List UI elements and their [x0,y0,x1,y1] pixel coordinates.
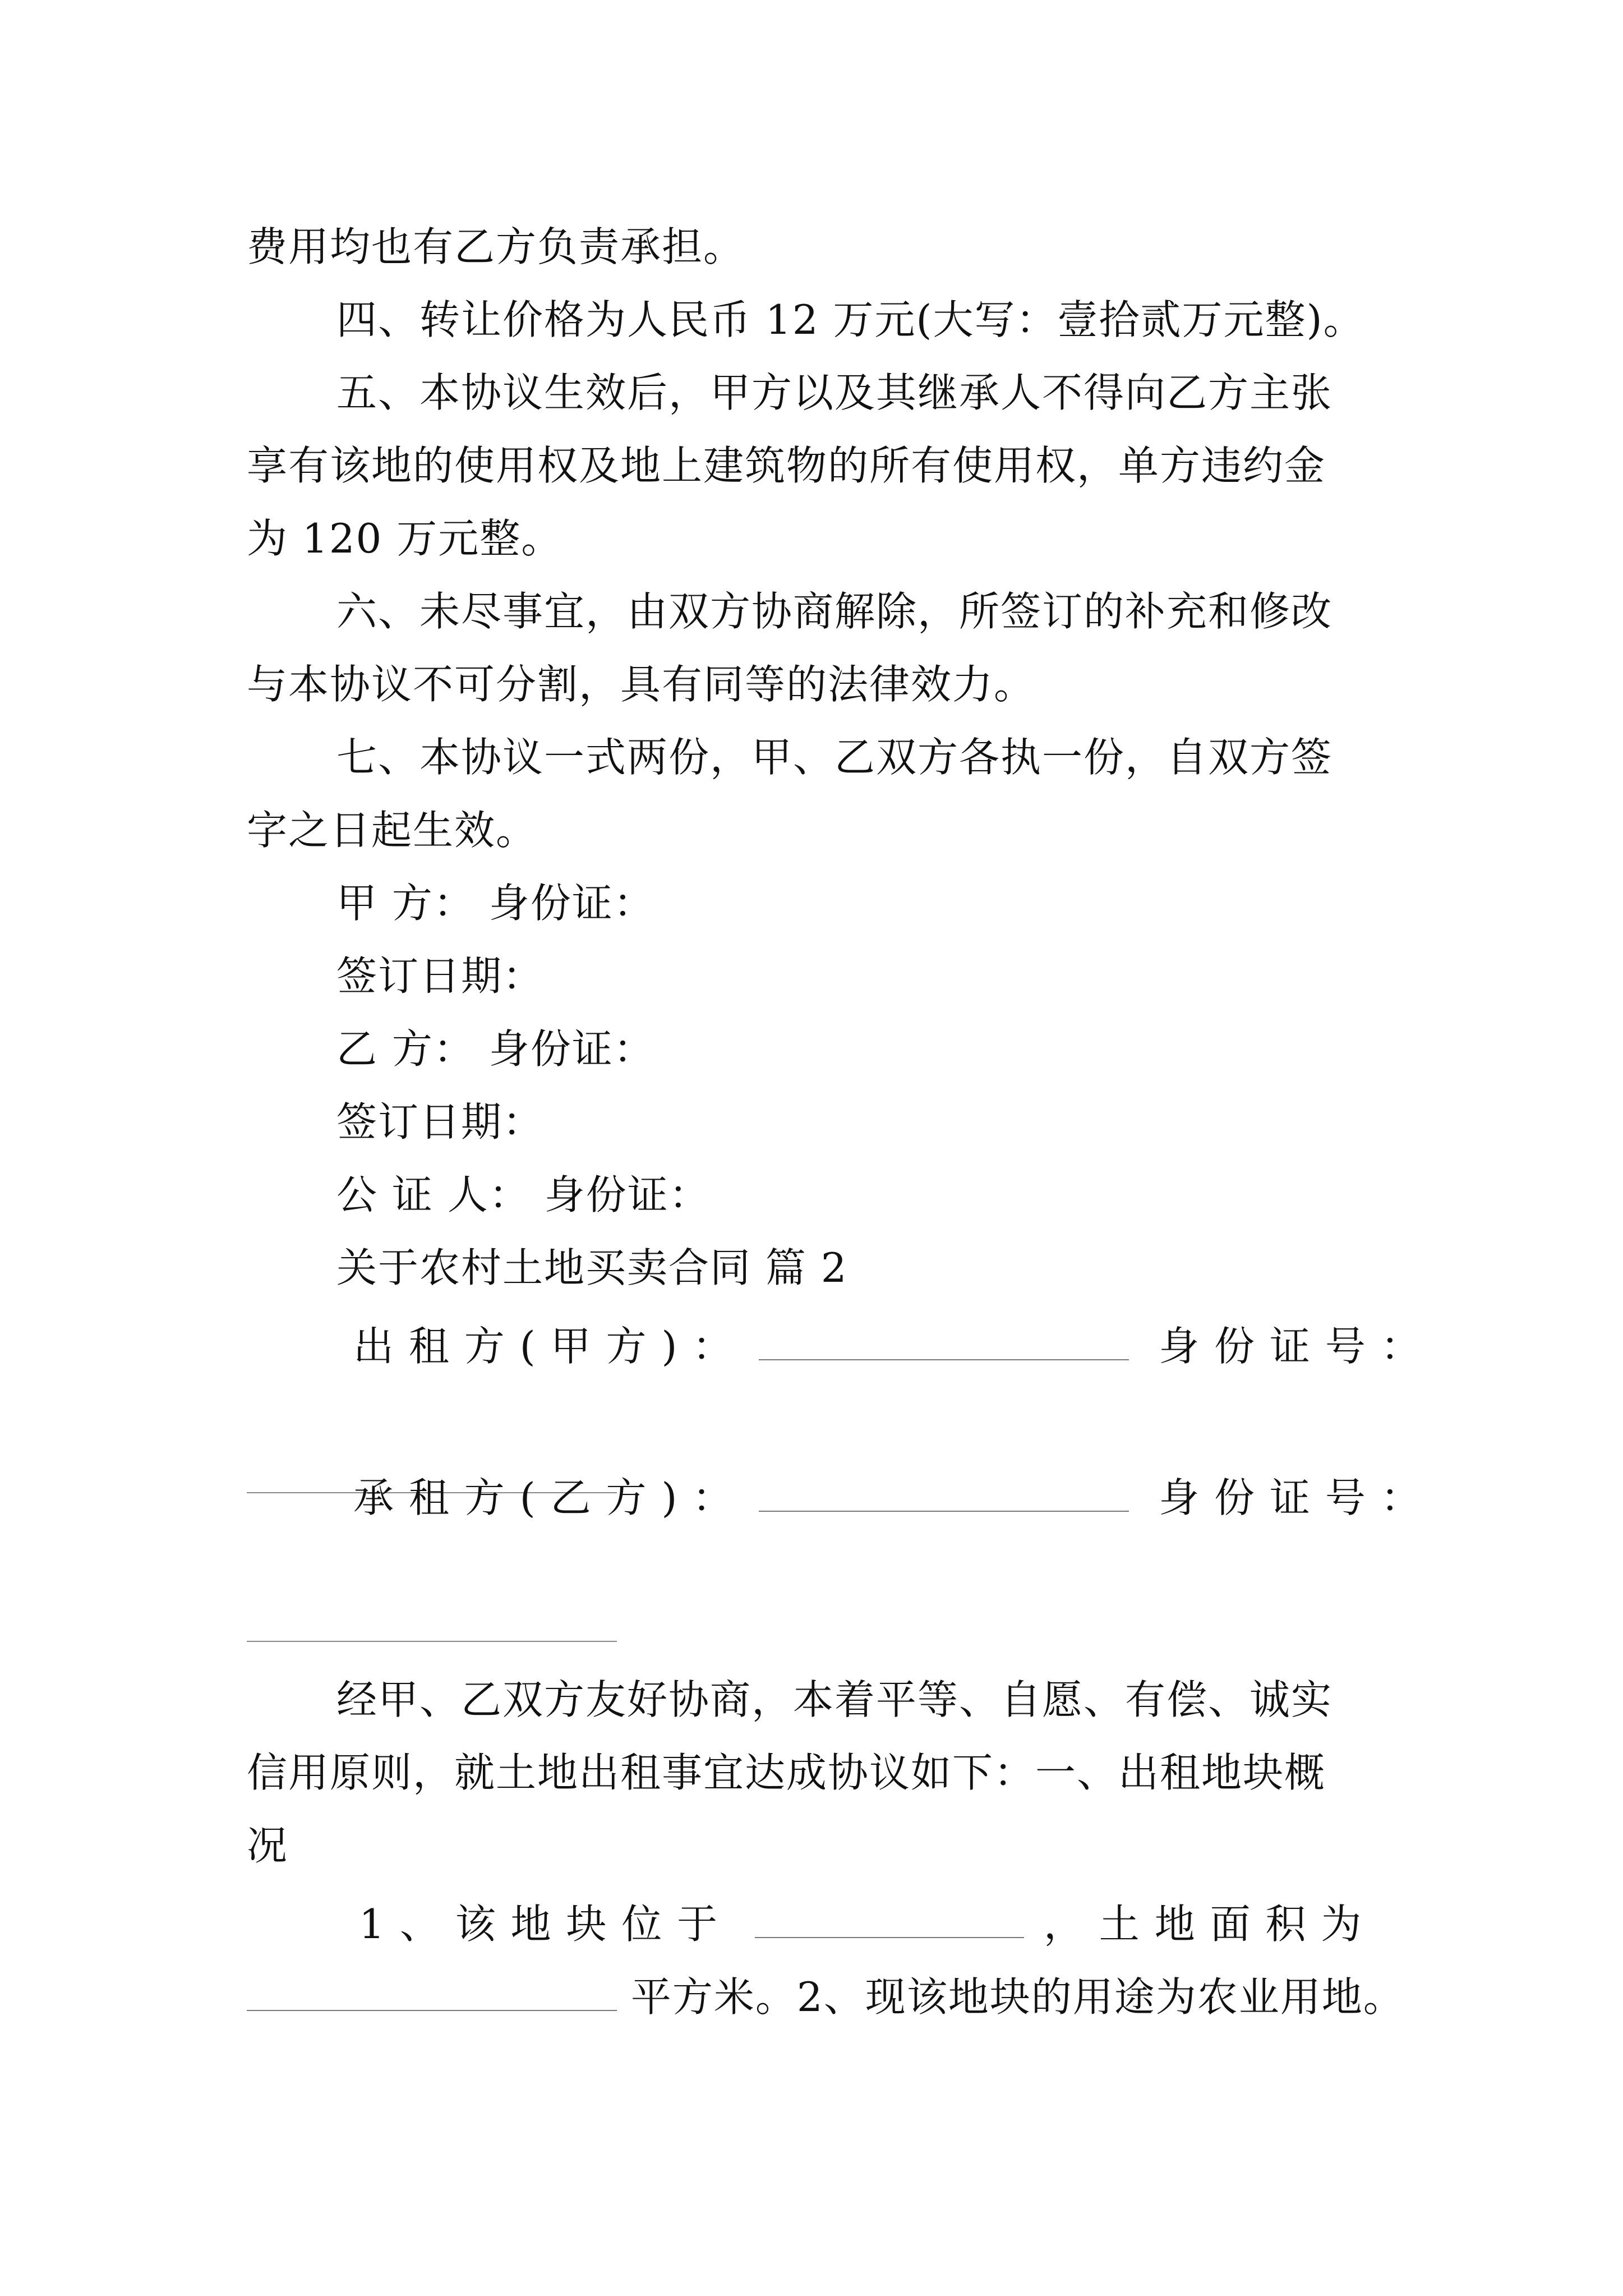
party-b-signature-line: 乙 方： 身份证： [336,1025,655,1073]
clause-five: 五、本协议生效后，甲方以及其继承人不得向乙方主张 [336,369,1333,416]
paragraph-line: 与本协议不可分割，具有同等的法律效力。 [247,661,1036,708]
lessor-label: 出 租 方 ( 甲 方 ) ： [353,1323,734,1370]
plot-location-blank[interactable] [755,1903,1024,1938]
section-heading: 关于农村土地买卖合同 篇 2 [336,1244,848,1291]
item-one-location-label: 1 、 该 地 块 位 于 [359,1901,719,1948]
party-a-date-line: 签订日期： [336,953,545,1000]
notary-signature-line: 公 证 人： 身份证： [336,1171,711,1218]
item-one-row [359,1896,1391,1952]
lessor-row [353,1318,1422,1374]
item-one-area-label: ， 土 地 面 积 为 [1043,1901,1363,1948]
clause-six: 六、未尽事宜，由双方协商解除，所签订的补充和修改 [336,588,1333,635]
clause-four: 四、转让价格为人民币 12 万元(大写：壹拾贰万元整)。 [336,296,1365,343]
paragraph-line: 为 120 万元整。 [247,515,563,562]
lessee-row [353,1470,1422,1526]
lessee-label: 承 租 方 ( 乙 方 ) ： [353,1474,734,1521]
lessee-name-blank[interactable] [759,1477,1129,1512]
clause-seven: 七、本协议一式两份，甲、乙双方各执一份，自双方签 [336,734,1333,781]
paragraph-line: 况 [247,1822,289,1869]
item-one-continuation [247,1969,1405,2025]
lessor-id-label: 身 份 证 号 ： [1159,1323,1422,1370]
plot-area-blank[interactable] [247,1976,617,2011]
item-one-area-unit: 平方米。2、现该地块的用途为农业用地。 [630,1973,1405,2021]
party-b-date-line: 签订日期： [336,1098,545,1145]
party-a-signature-line: 甲 方： 身份证： [336,880,655,927]
paragraph-line: 信用原则，就土地出租事宜达成协议如下：一、出租地块概 [247,1749,1326,1796]
paragraph-line: 字之日起生效。 [247,807,538,854]
paragraph-line: 享有该地的使用权及地上建筑物的所有使用权，单方违约金 [247,442,1326,489]
lessor-name-blank[interactable] [759,1326,1129,1360]
intro-paragraph: 经甲、乙双方友好协商，本着平等、自愿、有偿、诚实 [336,1676,1333,1723]
lessee-id-label: 身 份 证 号 ： [1159,1474,1422,1521]
lessee-id-blank[interactable] [247,1641,617,1642]
paragraph-line: 费用均也有乙方负责承担。 [247,223,745,270]
